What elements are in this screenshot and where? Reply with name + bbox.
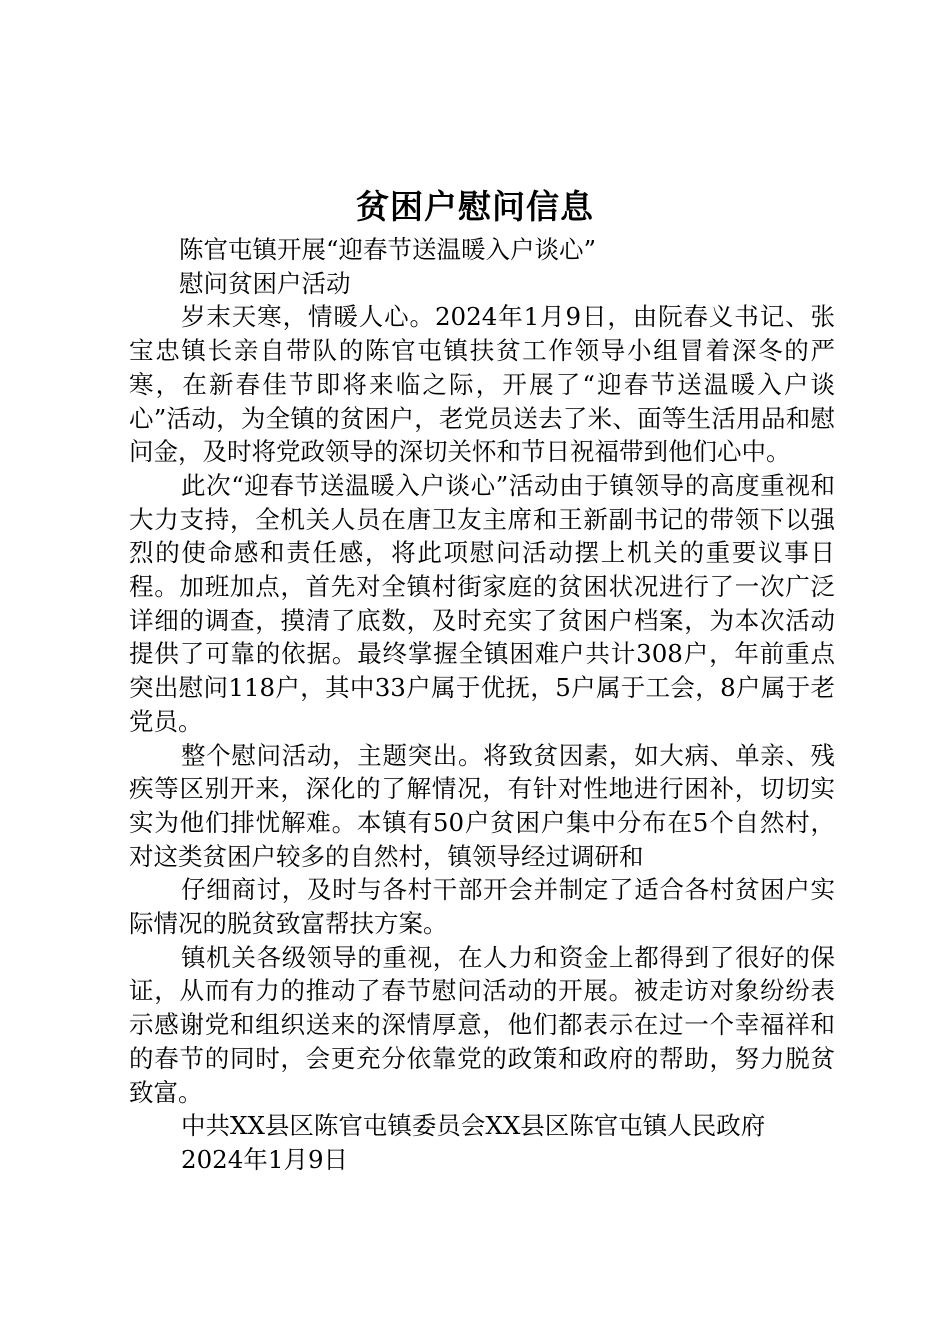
subtitle-line-2: 慰问贫困户活动	[179, 268, 351, 298]
document-body	[129, 233, 835, 1177]
signature-line: 中共XX县区陈官屯镇委员会XX县区陈官屯镇人民政府	[181, 1111, 766, 1141]
paragraph-2: 此次“迎春节送温暖入户谈心”活动由于镇领导的高度重视和大力支持，全机关人员在唐卫友主席和王新副书记的带领下以强烈的使命感和责任感，将此项慰问活动摆上机关的重要议事日程。加班加点，首先对全镇村街家庭的贫困状况进行了一次广泛详细的调查，摸清了底数，及时充实了贫困户档案，为本次活动提供了可靠的依据。最终掌握全镇困难户共计308户，年前重点突出慰问118户，其中33户属于优抚，5户属于工会，8户属于老党员。	[129, 470, 835, 736]
paragraph-3: 整个慰问活动，主题突出。将致贫因素，如大病、单亲、残疾等区别开来，深化的了解情况，有针对性地进行困补，切切实实为他们排忧解难。本镇有50户贫困户集中分布在5个自然村，对这类贫困户较多的自然村，镇领导经过调研和	[129, 740, 835, 871]
paragraph-5: 镇机关各级领导的重视，在人力和资金上都得到了很好的保证，从而有力的推动了春节慰问活动的开展。被走访对象纷纷表示感谢党和组织送来的深情厚意，他们都表示在过一个幸福祥和的春节的同时，会更充分依靠党的政策和政府的帮助，努力脱贫致富。	[129, 942, 835, 1107]
paragraph-4: 仔细商讨，及时与各村干部开会并制定了适合各村贫困户实际情况的脱贫致富帮扶方案。	[129, 875, 835, 939]
paragraph-1: 岁末天寒，情暖人心。2024年1月9日，由阮春义书记、张宝忠镇长亲自带队的陈官屯镇扶贫工作领导小组冒着深冬的严寒，在新春佳节即将来临之际，开展了“迎春节送温暖入户谈心”活动，为全镇的贫困户，老党员送去了米、面等生活用品和慰问金，及时将党政领导的深切关怀和节日祝福带到他们心中。	[129, 302, 835, 467]
document-title: 贫困户慰问信息	[356, 187, 594, 226]
subtitle-line-1: 陈官屯镇开展“迎春节送温暖入户谈心”	[179, 235, 597, 264]
date-line: 2024年1月9日	[181, 1144, 349, 1174]
